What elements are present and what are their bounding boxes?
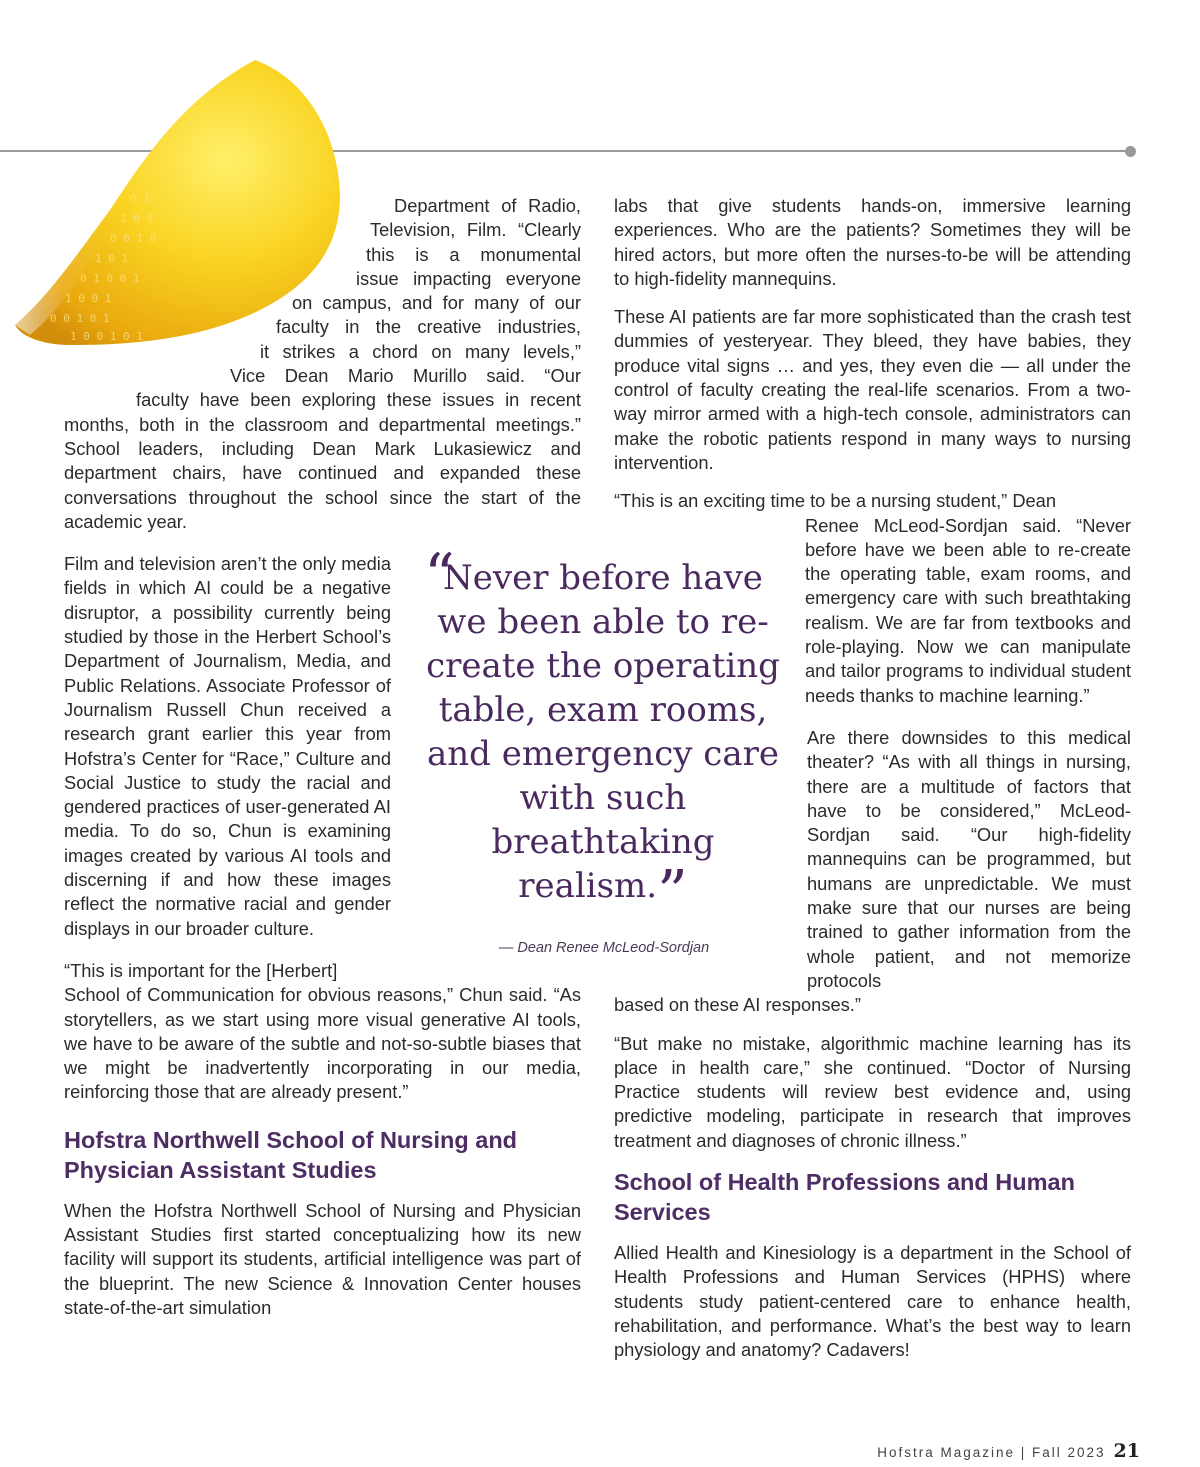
left-paragraph-1	[64, 194, 581, 534]
text-line: faculty in the creative industries,	[276, 316, 581, 338]
text-rest: months, both in the classroom and departmental meetings.” School leaders, including Dean Mark Lukasiewicz and department chairs, have continued and expanded these conversations throughout the school since the start of the academic year.	[64, 413, 581, 532]
text-line: on campus, and for many of our	[292, 292, 581, 314]
text-indented: Are there downsides to this medical theater? “As with all things in nursing, there are a multitude of factors that have to be considered,” McLeod-Sordjan said. “Our high-fidelity mannequins can be programmed, but humans are unpredictable. We must make sure that our nurses are being trained to gather information from the whole patient, and not memorize protocols	[807, 726, 1131, 991]
pull-quote-body: Never before have we been able to re-create the operating table, exam rooms, and emergency care with such breathtaking realism.	[426, 558, 780, 906]
svg-text:1 0 0: 1 0 0	[120, 212, 154, 225]
left-paragraph-2: Film and television aren’t the only media fields in which AI could be a negative disruptor, a possibility currently being studied by those in the Herbert School’s Department of Journalism, Media, and Public Relations. Associate Professor of Journalism Russell Chun received a research grant earlier this year from Hofstra’s Center for “Race,” Culture and Social Justice to study the racial and gendered practices of user-generated AI media. To do so, Chun is examining images created by various AI tools and discerning if and how these images reflect the normative racial and gender displays in our broader culture.	[64, 553, 391, 939]
text-line: faculty have been exploring these issues in recent	[136, 389, 581, 411]
text-line: it strikes a chord on many levels,”	[260, 340, 581, 362]
right-paragraph-2: These AI patients are far more sophisticated than the crash test dummies of yesteryear. They bleed, they have babies, they produce vital signs … and yes, they even die — all under the control of faculty creating the real-life scenarios. From a two-way mirror armed with a high-tech console, administrators can make the robotic patients respond in many ways to nursing intervention.	[614, 306, 1131, 473]
svg-text:0 0 1 0: 0 0 1 0	[110, 232, 157, 245]
text-last: based on these AI responses.”	[614, 994, 861, 1016]
rule-end-dot	[1125, 146, 1136, 157]
pull-quote-attribution: — Dean Renee McLeod-Sordjan	[498, 940, 710, 956]
svg-text:0 0 1 0 1: 0 0 1 0 1	[50, 312, 110, 325]
svg-text:1 0 1: 1 0 1	[95, 252, 129, 265]
left-paragraph-4: When the Hofstra Northwell School of Nursing and Physician Assistant Studies first started conceptualizing how its new facility will support its students, artificial intelligence was part of the blueprint. The new Science & Innovation Center houses state-of-the-art simulation	[64, 1199, 581, 1318]
svg-text:1 0 0 1: 1 0 0 1	[65, 292, 112, 305]
nursing-heading: Hofstra Northwell School of Nursing and Physician Assistant Studies	[64, 1126, 518, 1183]
text-line: this is a monumental	[366, 243, 581, 265]
text-line: issue impacting everyone	[356, 267, 581, 289]
pull-quote: “ Never before have we been able to re-create the operating table, exam rooms, and emergency care with such breathtaking realism.”	[418, 556, 788, 908]
page-number: 21	[1113, 1440, 1140, 1462]
magazine-issue: Hofstra Magazine | Fall 2023	[877, 1445, 1106, 1460]
text-line: “This is important for the [Herbert]	[64, 959, 338, 981]
text-line: Department of Radio,	[394, 195, 581, 216]
text-rest: Renee McLeod-Sordjan said. “Never before have we been able to re-create the operating table, exam rooms, and emergency care with such breathtaking realism. We are far from textbooks and role-playing. Now we can manipulate and tailor programs to individual student needs thanks to machine learning.”	[805, 514, 1131, 706]
text-line: Vice Dean Mario Murillo said. “Our	[230, 365, 581, 387]
right-paragraph-1: labs that give students hands-on, immersive learning experiences. Who are the patients? Sometimes they will be hired actors, but more often the nurses-to-be will be attending to high-fidelity mannequins.	[614, 195, 1131, 289]
svg-text:0 1: 0 1	[130, 192, 150, 205]
text-rest: School of Communication for obvious reasons,” Chun said. “As storytellers, as we start using more visual generative AI tools, we have to be aware of the subtle and not-so-subtle biases that we might be inadvertently incorporating in our media, reinforcing those that are already present.”	[64, 984, 581, 1103]
svg-text:0 1 0 0 1: 0 1 0 0 1	[80, 272, 140, 285]
text-line: Television, Film. “Clearly	[370, 219, 581, 241]
text-line: “This is an exciting time to be a nursing student,” Dean	[614, 490, 1057, 512]
hphs-heading: School of Health Professions and Human Services	[614, 1168, 1075, 1225]
page-footer	[860, 1440, 1140, 1462]
right-paragraph-6: Allied Health and Kinesiology is a department in the School of Health Professions and Human Services (HPHS) where students study patient-centered care to enhance health, rehabilitation, and performance. What’s the best way to learn physiology and anatomy? Cadavers!	[614, 1241, 1131, 1361]
pull-quote-text	[418, 556, 788, 928]
left-paragraph-3	[64, 959, 581, 1105]
svg-text:1 0 0 1 0 1: 1 0 0 1 0 1	[70, 330, 143, 343]
close-quote-mark: ”	[657, 858, 688, 928]
right-paragraph-5: “But make no mistake, algorithmic machine learning has its place in health care,” she continued. “Doctor of Nursing Practice students will review best evidence and, using predictive modeling, participate in research that improves treatment and diagnoses of chronic illness.”	[614, 1032, 1131, 1151]
